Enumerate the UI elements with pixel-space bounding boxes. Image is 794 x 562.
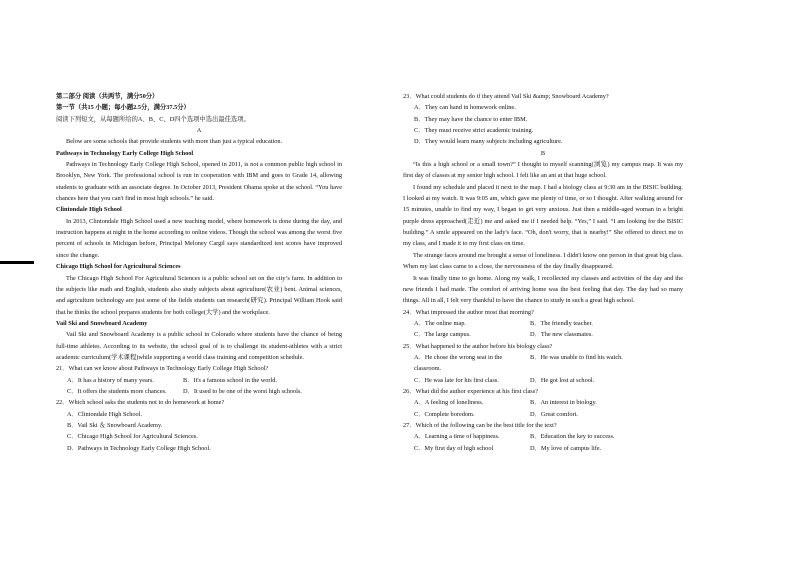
- passage-b-letter: B: [540, 149, 546, 157]
- option-row: [403, 431, 683, 442]
- option-row: [403, 329, 683, 340]
- option-row: [56, 375, 342, 386]
- right-column: [403, 91, 683, 454]
- school-text: Vail Ski and Snowboard Academy is a public school in Colorado where students have the chance of being full-time athletes. According to its website, the school goal of is to challenge its student-athletes with a strict academic curriculum(学术课程)while supporting a world class training and competition schedule.: [56, 331, 342, 361]
- option-23b: B．They may have the chance to enter IBM.: [414, 115, 528, 123]
- option-row: [403, 397, 683, 408]
- school-name: Clintondale High School: [56, 206, 122, 214]
- option-row: [403, 443, 683, 454]
- option-21b: B．It's a famous school in the world.: [183, 376, 278, 384]
- option-24c: C．The large campus.: [414, 331, 471, 339]
- option-row: [403, 318, 683, 329]
- passage-a-intro: Below are some schools that provide students with more than just a typical education.: [66, 138, 283, 146]
- school-name: Vail Ski and Snowboard Academy: [56, 319, 148, 327]
- binding-margin-mark: [0, 261, 34, 264]
- option-24d: D．The new classmates.: [530, 331, 593, 339]
- option-26d: D．Great comfort.: [530, 410, 578, 418]
- instruction: 阅读下列短文，从每题所给的A、B、C、D四个选项中选出最佳选项。: [56, 115, 250, 123]
- option-23a: A．They can hand in homework online.: [414, 104, 516, 112]
- passage-b-paragraph: The strange faces around me brought a sense of loneliness. I didn't know one person in that great big class. When my last class came to a close, the nervousness of the day finally disappeared.: [403, 251, 683, 271]
- option-row: [403, 375, 683, 386]
- option-27c: C．My first day of high school: [414, 444, 494, 452]
- section-heading: 第二部分 阅读（共两节，满分50分）: [56, 93, 159, 100]
- option-21c: C．It offers the students more chances.: [67, 387, 167, 395]
- option-25d: D．He got lost at school.: [530, 376, 595, 384]
- question-27: 27．Which of the following can be the best title for the text?: [403, 421, 557, 429]
- school-text: In 2013, Clintondale High School used a new teaching model, where homework is done during the day, and instruction happens at night in the home according to online videos. Though the school was among the worst five percent of schools in Michigan before, Principal Meloney Cargil says standardized test scores have improved since the change.: [56, 217, 342, 259]
- option-23d: D．They would learn many subjects including agriculture.: [414, 138, 563, 146]
- school-name: Chicago High School for Agricultural Sciences: [56, 263, 181, 271]
- option-22c: C．Chicago High School for Agricultural Sciences.: [67, 433, 198, 441]
- option-row: [403, 352, 683, 375]
- passage-b-paragraph: I found my schedule and placed it next to the map. I had a biology class at 9:30 am in the BISIC building. I looked at my watch. It was 9:05 am, which gave me plenty of time, or so I thought. After walking around for 15 minutes, unable to find my way, I began to get very anxious. Just then a middle-aged woman in a bright purple dress approached(走近) me and asked me if I needed help. “Yes,” I said. “I am looking for the BISIC building.” A smile appeared on the lady's face. “Oh, don't worry, that is nearby!” She offered to direct me to my class, and I made it to my first class on time.: [403, 183, 683, 248]
- option-26a: A．A feeling of loneliness.: [414, 399, 484, 407]
- question-22: 22．Which school asks the students not to do homework at home?: [56, 399, 225, 407]
- option-26c: C．Complete boredom.: [414, 410, 475, 418]
- school-text: The Chicago High School For Agricultural Sciences is a public school set on the city’s farm. In addition to the subjects like math and English, students also study subjects about agriculture(农业) bent. Animal sciences, and agriculture technology are just some of the fields students can research(研究). Principal William Hook said that he thinks the school prepares students for both college(大学) and the workplace.: [56, 274, 342, 316]
- option-21a: A．It has a history of many years.: [67, 376, 154, 384]
- option-row: [403, 409, 683, 420]
- question-23: 23．What could students do if they attend Vail Ski &amp; Snowboard Academy?: [403, 93, 609, 100]
- passage-b-paragraph: “Is this a high school or a small town?” I thought to myself scanning(浏览) my campus map. It was my first day of classes at my senior high school. I felt like an ant at that huge school.: [403, 161, 683, 180]
- part-heading: 第一节（共15 小题；每小题2.5分，满分37.5分）: [56, 104, 190, 112]
- left-column: [56, 91, 342, 454]
- passage-b-paragraph: It was finally time to go home. Along my walk, I recollected my classes and activities of the day and the new friends I had made. The comfort of arriving home was the best feeling that day. The day had so many things. All in all, I felt very thankful to have the chance to study in such a great high school.: [403, 274, 683, 305]
- question-25: 25．What happened to the author before his biology class?: [403, 342, 553, 350]
- option-22b: B．Vail Ski ＆ Snowboard Academy.: [67, 421, 163, 429]
- option-24a: A．The online map.: [414, 319, 466, 327]
- option-row: [56, 386, 342, 397]
- school-text: Pathways in Technology Early College High School, opened in 2011, is not a common public high school in Brooklyn, New York. The professional school is run in cooperation with IBM and goes to Grade 14, allowing students to graduate with an associate degree. In October 2013, President Obama spoke at the school. “You have chances here that you can't find in most high schools.” he said.: [56, 161, 342, 203]
- passage-a-letter: A: [196, 127, 202, 135]
- option-23c: C．They must receive strict academic training.: [414, 127, 534, 135]
- option-25b: B．He was unable to find his watch.: [530, 353, 623, 361]
- option-27b: B．Education the key to success.: [530, 433, 615, 441]
- option-27a: A．Learning a time of happiness.: [414, 433, 500, 441]
- option-21d: D．It used to be one of the worst high schools.: [183, 387, 302, 395]
- option-26b: B．An interest in biology.: [530, 399, 597, 407]
- question-26: 26．What did the author experience at his first class?: [403, 387, 538, 395]
- option-25a: A．He chose the wrong seat in the classroom.: [414, 353, 503, 373]
- question-21: 21．What can we know about Pathways in Technology Early College High School?: [56, 365, 269, 373]
- option-22a: A．Clintondale High School.: [67, 410, 143, 418]
- school-name: Pathways in Technology Early College High School: [56, 149, 194, 157]
- option-25c: C．He was late for his first class.: [414, 376, 499, 384]
- option-27d: D．My love of campus life.: [530, 444, 602, 452]
- option-24b: B．The friendly teacher.: [530, 319, 593, 327]
- option-22d: D．Pathways in Technology Early College High School.: [67, 444, 211, 452]
- question-24: 24．What impressed the author most that morning?: [403, 308, 534, 316]
